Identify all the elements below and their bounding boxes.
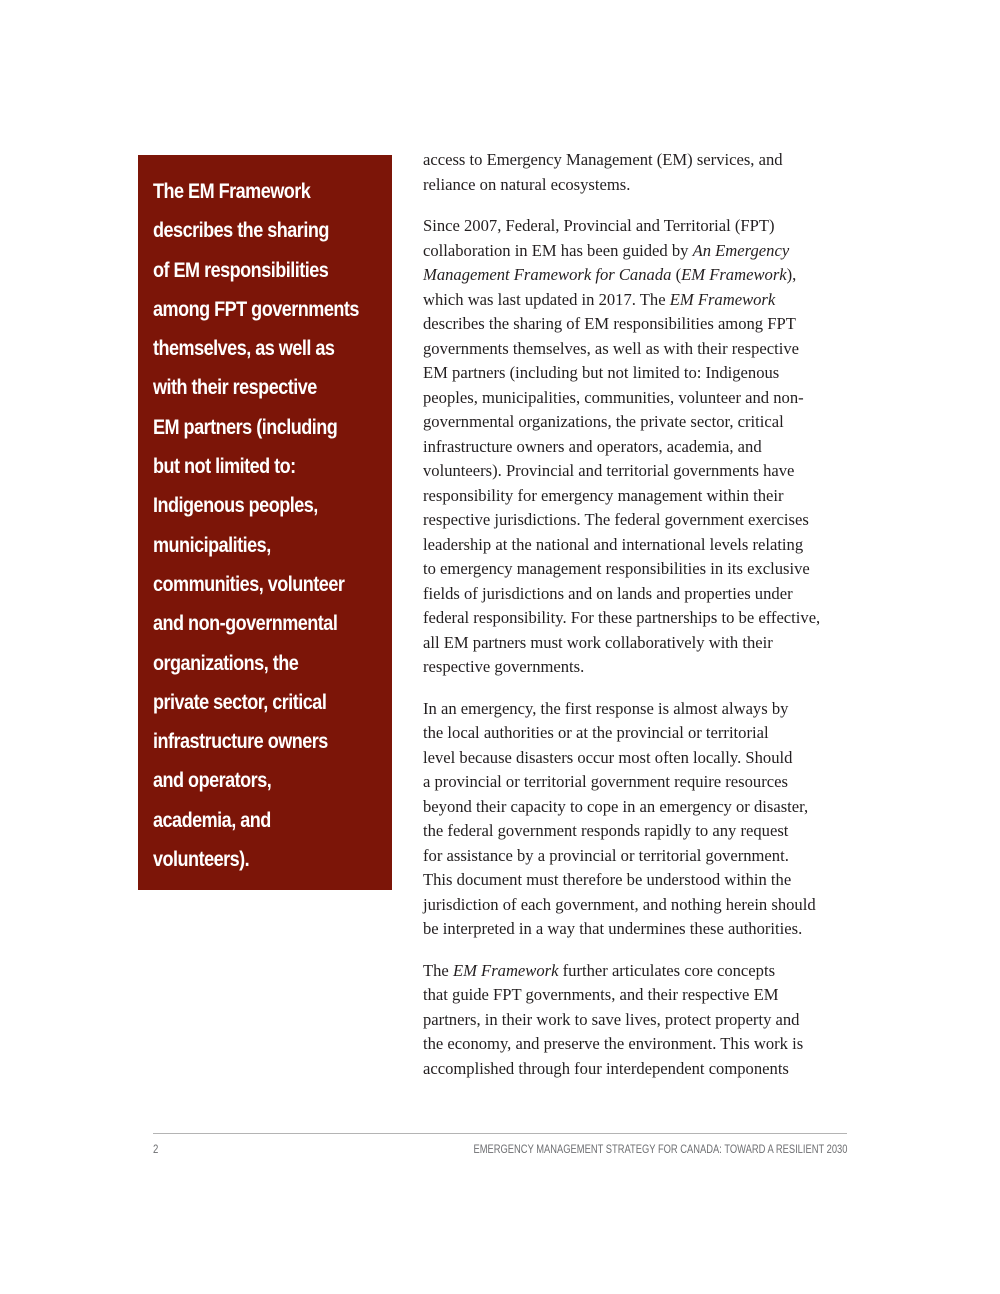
text-line: peoples, municipalities, communities, volunteer and non-: [423, 387, 804, 407]
pull-quote-line: EM partners (including: [153, 415, 338, 439]
paragraph-continuation: [423, 148, 848, 197]
pull-quote-line: and non-governmental: [153, 612, 338, 636]
text-line: access to Emergency Management (EM) services, and: [423, 150, 783, 169]
pull-quote-line: with their respective: [153, 376, 317, 400]
pull-quote-line: Indigenous peoples,: [153, 494, 318, 518]
pull-quote-line: infrastructure owners: [153, 730, 328, 754]
pull-quote-callout: [138, 155, 392, 890]
text-line: for assistance by a provincial or territorial government.: [423, 845, 789, 865]
text-line: volunteers). Provincial and territorial governments have: [423, 461, 795, 480]
text-line: infrastructure owners and operators, academia, and: [423, 436, 762, 456]
text-line: governments themselves, as well as with their respective: [423, 338, 800, 358]
pull-quote-line: themselves, as well as: [153, 337, 335, 361]
footer-divider: [153, 1133, 847, 1134]
pull-quote-line: organizations, the: [153, 651, 299, 675]
text-line: [423, 959, 848, 984]
paragraph-first-response: [423, 697, 848, 942]
text-line: respective jurisdictions. The federal government exercises: [423, 510, 809, 529]
text-line: In an emergency, the first response is almost always by: [423, 698, 789, 718]
body-text-column: [423, 148, 848, 1098]
text-line: the local authorities or at the provincial or territorial: [423, 723, 769, 742]
text-line: partners, in their work to save lives, protect property and: [423, 1009, 800, 1029]
text-run: further articulates core concepts: [558, 960, 776, 980]
pull-quote-line: and operators,: [153, 769, 272, 793]
text-line: governmental organizations, the private sector, critical: [423, 412, 784, 431]
text-line: to emergency management responsibilities in its exclusive: [423, 559, 810, 578]
text-line: [423, 263, 848, 288]
text-line: respective governments.: [423, 657, 585, 676]
text-line: that guide FPT governments, and their respective EM: [423, 985, 779, 1004]
pull-quote-line: municipalities,: [153, 533, 271, 557]
document-title-italic: EM Framework: [669, 289, 776, 309]
text-line: accomplished through four interdependent components: [423, 1058, 789, 1078]
text-line: the economy, and preserve the environment. This work is: [423, 1034, 804, 1053]
pull-quote-line: academia, and: [153, 808, 271, 832]
document-title-italic: EM Framework: [681, 265, 787, 284]
text-line: This document must therefore be understood within the: [423, 870, 792, 889]
paragraph-core-concepts: [423, 959, 848, 1082]
text-line: responsibility for emergency management within their: [423, 485, 784, 505]
paragraph-em-framework-history: [423, 214, 848, 680]
text-line: federal responsibility. For these partnerships to be effective,: [423, 608, 821, 627]
text-line: a provincial or territorial government require resources: [423, 772, 788, 791]
pull-quote-text: [153, 172, 385, 879]
text-line: EM partners (including but not limited to: Indigenous: [423, 363, 780, 382]
text-line: all EM partners must work collaboratively with their: [423, 632, 773, 652]
pull-quote-line: among FPT governments: [153, 297, 359, 321]
text-line: level because disasters occur most often locally. Should: [423, 747, 793, 767]
text-run: ),: [786, 265, 797, 284]
pull-quote-line: but not limited to:: [153, 455, 296, 479]
text-run: which was last updated in 2017. The: [423, 289, 670, 309]
pull-quote-line: describes the sharing: [153, 219, 329, 243]
text-line: be interpreted in a way that undermines these authorities.: [423, 919, 803, 938]
text-run: collaboration in EM has been guided by: [423, 240, 693, 260]
page-number: 2: [153, 1142, 159, 1156]
text-line: leadership at the national and international levels relating: [423, 534, 804, 554]
text-line: the federal government responds rapidly to any request: [423, 821, 789, 840]
running-footer-title: EMERGENCY MANAGEMENT STRATEGY FOR CANADA: TOWARD A RESILIENT 2030: [473, 1142, 847, 1156]
text-line: reliance on natural ecosystems.: [423, 174, 631, 194]
pull-quote-line: of EM responsibilities: [153, 258, 329, 282]
pull-quote-line: private sector, critical: [153, 690, 327, 714]
text-run: The: [423, 960, 453, 980]
pull-quote-line: communities, volunteer: [153, 572, 345, 596]
text-line: [423, 239, 848, 264]
text-line: beyond their capacity to cope in an emergency or disaster,: [423, 796, 809, 816]
pull-quote-line: The EM Framework: [153, 180, 311, 203]
text-line: Since 2007, Federal, Provincial and Territorial (FPT): [423, 216, 775, 235]
text-line: jurisdiction of each government, and nothing herein should: [423, 894, 816, 914]
text-run: (: [671, 265, 682, 284]
pull-quote-line: volunteers).: [153, 848, 250, 872]
document-title-italic: An Emergency: [692, 240, 790, 260]
text-line: fields of jurisdictions and on lands and properties under: [423, 583, 793, 603]
text-line: describes the sharing of EM responsibilities among FPT: [423, 314, 796, 333]
document-title-italic: EM Framework: [452, 960, 559, 980]
text-line: [423, 288, 848, 313]
document-title-italic: Management Framework for Canada: [423, 265, 672, 284]
